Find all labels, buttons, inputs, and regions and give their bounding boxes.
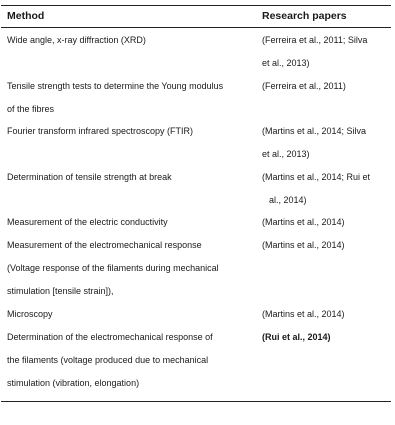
table-row-4-papers	[262, 166, 387, 212]
paper-line: (Rui et al., 2014)	[262, 332, 331, 342]
method-line: Wide angle, x-ray diffraction (XRD)	[7, 35, 146, 45]
table-row-6-method	[7, 234, 252, 303]
paper-line: (Martins et al., 2014)	[262, 309, 345, 319]
paper-line: (Ferreira et al., 2011)	[262, 81, 346, 91]
paper-line: al., 2014)	[269, 195, 307, 205]
table-row-6-papers	[262, 234, 387, 257]
table-row-3-method	[7, 120, 252, 143]
table-header-rule	[1, 27, 391, 28]
table-bottom-rule	[1, 401, 391, 402]
table-row-1-papers	[262, 29, 387, 75]
method-line: Fourier transform infrared spectroscopy (FTIR)	[7, 126, 194, 136]
table-row-1-method	[7, 29, 252, 52]
paper-line: (Martins et al., 2014)	[262, 217, 345, 227]
method-line: of the fibres	[7, 104, 55, 114]
paper-line: et al., 2013)	[262, 58, 310, 68]
table-row-7-method	[7, 303, 252, 326]
method-line: Tensile strength tests to determine the Young modulus	[7, 81, 224, 91]
table-row-4-method	[7, 166, 252, 189]
table-row-7-papers	[262, 303, 387, 326]
method-line: Determination of tensile strength at break	[7, 172, 172, 182]
method-line: stimulation [tensile strain]),	[7, 286, 114, 296]
method-line: the filaments (voltage produced due to mechanical	[7, 355, 209, 365]
table-top-rule	[1, 5, 391, 6]
table-header-row	[0, 8, 395, 26]
method-line: Microscopy	[7, 309, 53, 319]
table-row-5-papers	[262, 211, 387, 234]
method-line: Measurement of the electric conductivity	[7, 217, 168, 227]
table-row-2-papers	[262, 75, 387, 98]
method-line: (Voltage response of the filaments during mechanical	[7, 263, 219, 273]
paper-line: (Martins et al., 2014; Rui et	[262, 172, 371, 182]
header-method: Method	[7, 10, 45, 22]
table-row-2-method	[7, 75, 252, 121]
table-row-3-papers	[262, 120, 387, 166]
method-line: stimulation (vibration, elongation)	[7, 378, 140, 388]
table-row-8-method	[7, 326, 252, 395]
paper-line: (Martins et al., 2014)	[262, 240, 345, 250]
table-row-8-papers	[262, 326, 387, 349]
paper-line: (Martins et al., 2014; Silva	[262, 126, 367, 136]
paper-line: et al., 2013)	[262, 149, 310, 159]
table-row-5-method	[7, 211, 252, 234]
method-line: Determination of the electromechanical response of	[7, 332, 213, 342]
header-research-papers: Research papers	[262, 10, 347, 22]
paper-line: (Ferreira et al., 2011; Silva	[262, 35, 368, 45]
method-line: Measurement of the electromechanical response	[7, 240, 202, 250]
